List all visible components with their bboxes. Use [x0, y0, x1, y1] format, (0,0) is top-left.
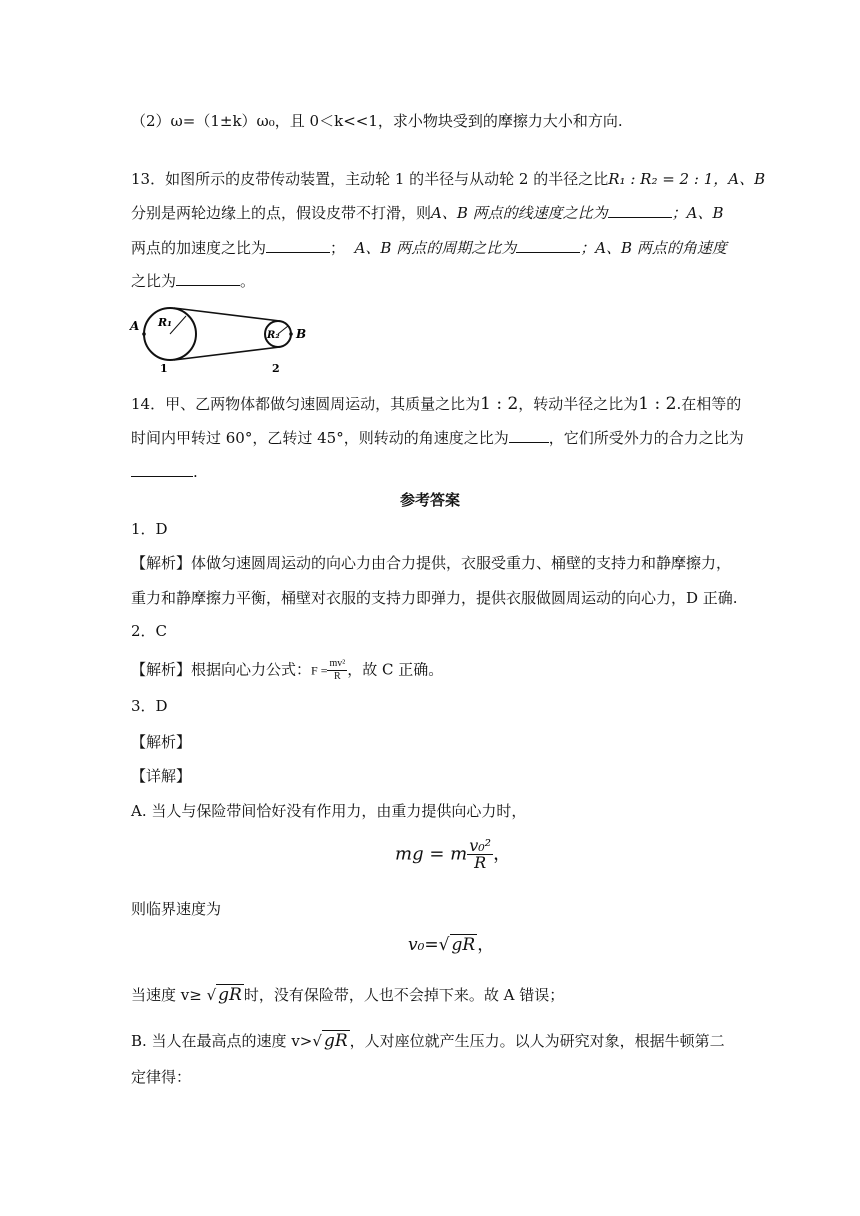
equation-1	[395, 838, 511, 871]
answer-1-explanation-1: 【解析】体做匀速圆周运动的向心力由合力提供，衣服受重力、桶壁的支持力和静摩擦力，	[131, 554, 732, 572]
answer-blank[interactable]	[131, 462, 193, 477]
answer-1: 1．D	[131, 520, 168, 538]
answer-blank[interactable]	[176, 271, 240, 286]
label-r1: R₁	[158, 316, 172, 329]
belt-pulley-figure	[128, 306, 318, 374]
q13-line1-post: ，A、B	[713, 170, 766, 188]
q14-line2	[131, 427, 744, 449]
answer-3-a3: 当速度 v≥ √ gR 时，没有保险带，人也不会掉下来。故 A 错误；	[131, 985, 565, 1005]
eq1-num: v₀²	[469, 836, 492, 855]
q13-line3-a: 两点的加速度之比为	[131, 239, 267, 257]
point-b	[289, 332, 293, 336]
eq1-lhs: mg = m	[395, 843, 468, 865]
q14-line1-c: .在相等的	[676, 395, 742, 413]
q14-line2-a: 时间内甲转过 60°，乙转过 45°，则转动的角速度之比为	[131, 429, 509, 447]
a3-a3-pre: 当速度 v≥	[131, 986, 202, 1004]
label-1: 1	[160, 362, 168, 374]
answer-3: 3．D	[131, 697, 168, 715]
q14-line3-end: .	[193, 463, 198, 481]
q14-ratio1: 1 : 2	[480, 394, 519, 414]
q14-ratio2: 1 : 2	[638, 394, 677, 414]
a3-a3-root: gR	[218, 985, 242, 1005]
eq1-fraction	[467, 838, 493, 871]
answer-2: 2．C	[131, 622, 168, 640]
answer-blank[interactable]	[516, 238, 580, 253]
q13-line3-d: ；A、B 两点的角速度	[580, 239, 727, 257]
answer-2-explanation	[131, 658, 443, 683]
q13-line2-c: ；A、B	[671, 204, 724, 222]
q13-line3	[131, 237, 727, 259]
q13-line1	[131, 168, 765, 190]
answers-heading: 参考答案	[399, 491, 460, 509]
answer-3-jiexi: 【解析】	[131, 733, 192, 751]
a3-a3-post: 时，没有保险带，人也不会掉下来。故 A 错误；	[243, 986, 565, 1004]
q13-line2-b: A、B 两点的线速度之比为	[431, 204, 608, 222]
label-a: A	[130, 319, 140, 333]
answer-3-b2: 定律得：	[131, 1068, 192, 1086]
q12-part2: （2）ω=（1±k）ω₀，且 0＜k<<1，求小物块受到的摩擦力大小和方向.	[131, 112, 623, 130]
q14-line1	[131, 393, 741, 415]
q13-line4-text: 之比为	[131, 272, 177, 290]
answer-blank[interactable]	[608, 203, 672, 218]
point-a	[142, 332, 146, 336]
q13-line3-b: ；	[330, 239, 346, 257]
q13-ratio: R₁ : R₂ = 2 : 1	[608, 170, 714, 188]
q14-line1-a: 14．甲、乙两物体都做匀速圆周运动，其质量之比为	[131, 395, 481, 413]
a2-formula-den: R	[334, 671, 341, 682]
answer-blank[interactable]	[509, 428, 549, 443]
answer-3-a1: A. 当人与保险带间恰好没有作用力，由重力提供向心力时，	[131, 802, 527, 820]
q13-line4-end: 。	[240, 272, 256, 290]
a3-b1-pre: B. 当人在最高点的速度 v>	[131, 1032, 313, 1050]
a2-exp-pre: 【解析】根据向心力公式：	[131, 660, 312, 679]
answer-1-explanation-2: 重力和静摩擦力平衡，桶壁对衣服的支持力即弹力，提供衣服做圆周运动的向心力，D 正确.	[131, 589, 738, 607]
q13-line2	[131, 202, 724, 224]
q13-line2-a: 分别是两轮边缘上的点，假设皮带不打滑，则	[131, 204, 432, 222]
belt-bottom	[174, 347, 280, 360]
radius-r1	[170, 316, 186, 334]
a2-formula-num: mv²	[329, 658, 346, 669]
a2-formula-lhs: F =	[311, 663, 328, 678]
q14-line3	[131, 461, 198, 483]
label-r2: R₂	[267, 330, 280, 341]
equation-2: v₀=√ gR ，	[408, 935, 495, 955]
answer-3-b1: B. 当人在最高点的速度 v>√ gR ，人对座位就产生压力。以人为研究对象，根据牛顿第二	[131, 1031, 725, 1051]
eq1-den: R	[474, 853, 487, 872]
a3-b1-root: gR	[323, 1031, 348, 1051]
q13-line1-pre: 13．如图所示的皮带传动装置，主动轮 1 的半径与从动轮 2 的半径之比	[131, 170, 609, 188]
answer-3-a2: 则临界速度为	[131, 900, 222, 918]
eq2-root: gR	[451, 935, 476, 955]
q13-line4	[131, 270, 255, 292]
q13-line3-c: A、B 两点的周期之比为	[354, 239, 517, 257]
answer-3-xiangjie: 【详解】	[131, 767, 192, 785]
answer-blank[interactable]	[266, 238, 330, 253]
label-b: B	[296, 327, 307, 341]
eq2-end: ，	[477, 935, 495, 955]
q14-line2-b: ，它们所受外力的合力之比为	[548, 429, 744, 447]
belt-top	[174, 308, 280, 321]
a3-b1-post: ，人对座位就产生压力。以人为研究对象，根据牛顿第二	[349, 1032, 725, 1050]
label-2: 2	[272, 362, 280, 374]
q14-line1-b: ，转动半径之比为	[518, 395, 639, 413]
eq1-end: ，	[493, 843, 512, 865]
eq2-lhs: v₀=	[408, 935, 439, 955]
a2-exp-post: ，故 C 正确。	[347, 660, 444, 679]
a2-formula-fraction	[327, 658, 347, 683]
